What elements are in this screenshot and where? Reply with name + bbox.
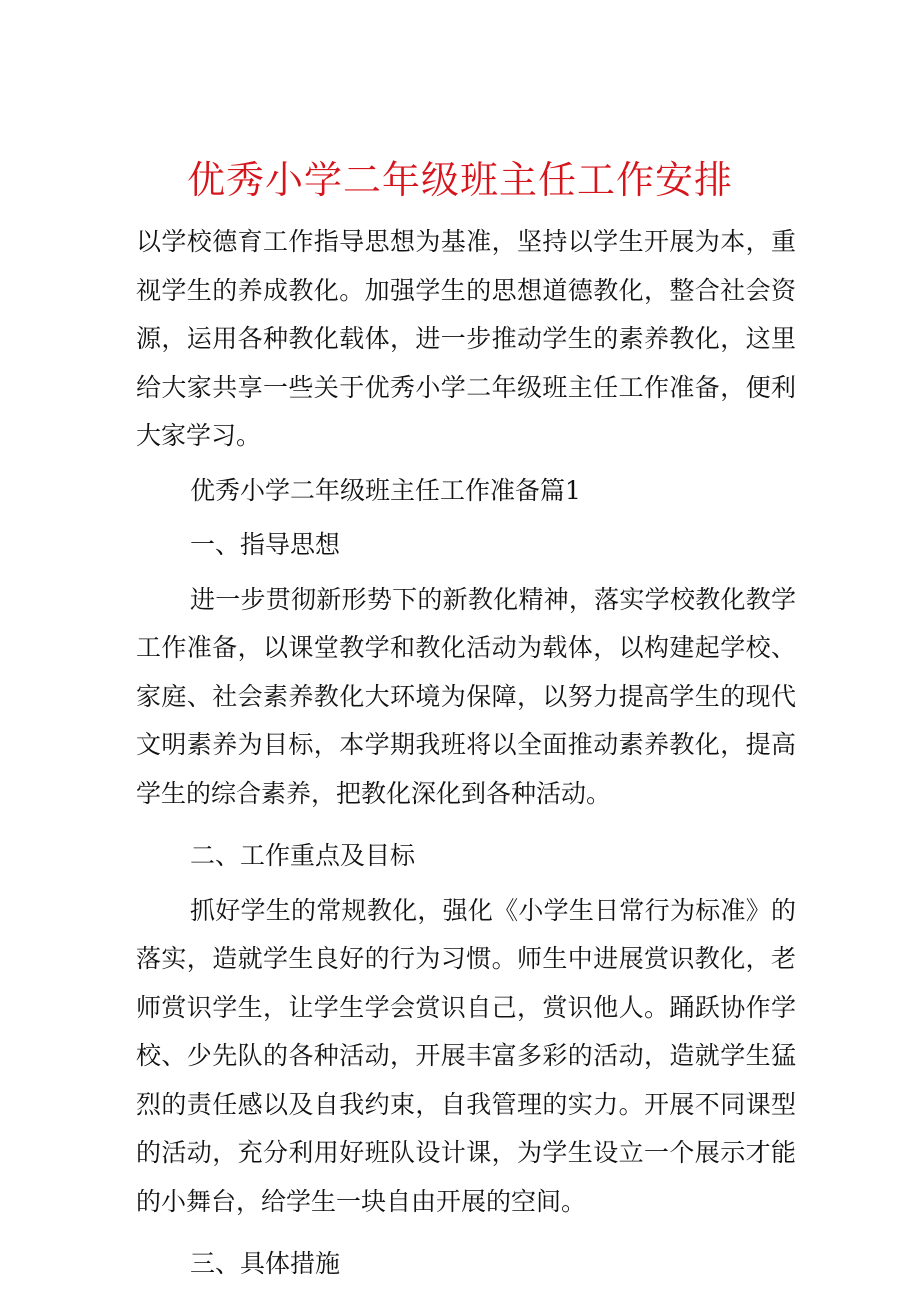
section-title: 优秀小学二年级班主任工作准备篇1 bbox=[190, 475, 581, 505]
document-title: 优秀小学二年级班主任工作安排 bbox=[186, 158, 733, 202]
heading-specific-measures: 三、具体措施 bbox=[190, 1249, 341, 1278]
document-body bbox=[136, 218, 796, 1289]
heading-work-focus: 二、工作重点及目标 bbox=[190, 841, 416, 870]
paragraph-work-focus: 抓好学生的常规教化，强化《小学生日常行为标准》的落实，造就学生良好的行为习惯。师生中进展赏识教化，老师赏识学生，让学生学会赏识自己，赏识他人。踊跃协作学校、少先队的各种活动，开展丰富多彩的活动，造就学生猛烈的责任感以及自我约束，自我管理的实力。开展不同课型的活动，充分利用好班队设计课，为学生设立一个展示才能的小舞台，给学生一块自由开展的空间。 bbox=[136, 895, 796, 1216]
intro-paragraph: 以学校德育工作指导思想为基准，坚持以学生开展为本，重视学生的养成教化。加强学生的思想道德教化，整合社会资源，运用各种教化载体，进一步推动学生的素养教化，这里给大家共享一些关于优秀小学二年级班主任工作准备，便利大家学习。 bbox=[136, 227, 796, 450]
heading-guiding-ideology: 一、指导思想 bbox=[190, 530, 341, 559]
paragraph-guiding-ideology: 进一步贯彻新形势下的新教化精神，落实学校教化教学工作准备，以课堂教学和教化活动为载体，以构建起学校、家庭、社会素养教化大环境为保障，以努力提高学生的现代文明素养为目标，本学期我班将以全面推动素养教化，提高学生的综合素养，把教化深化到各种活动。 bbox=[136, 584, 796, 808]
